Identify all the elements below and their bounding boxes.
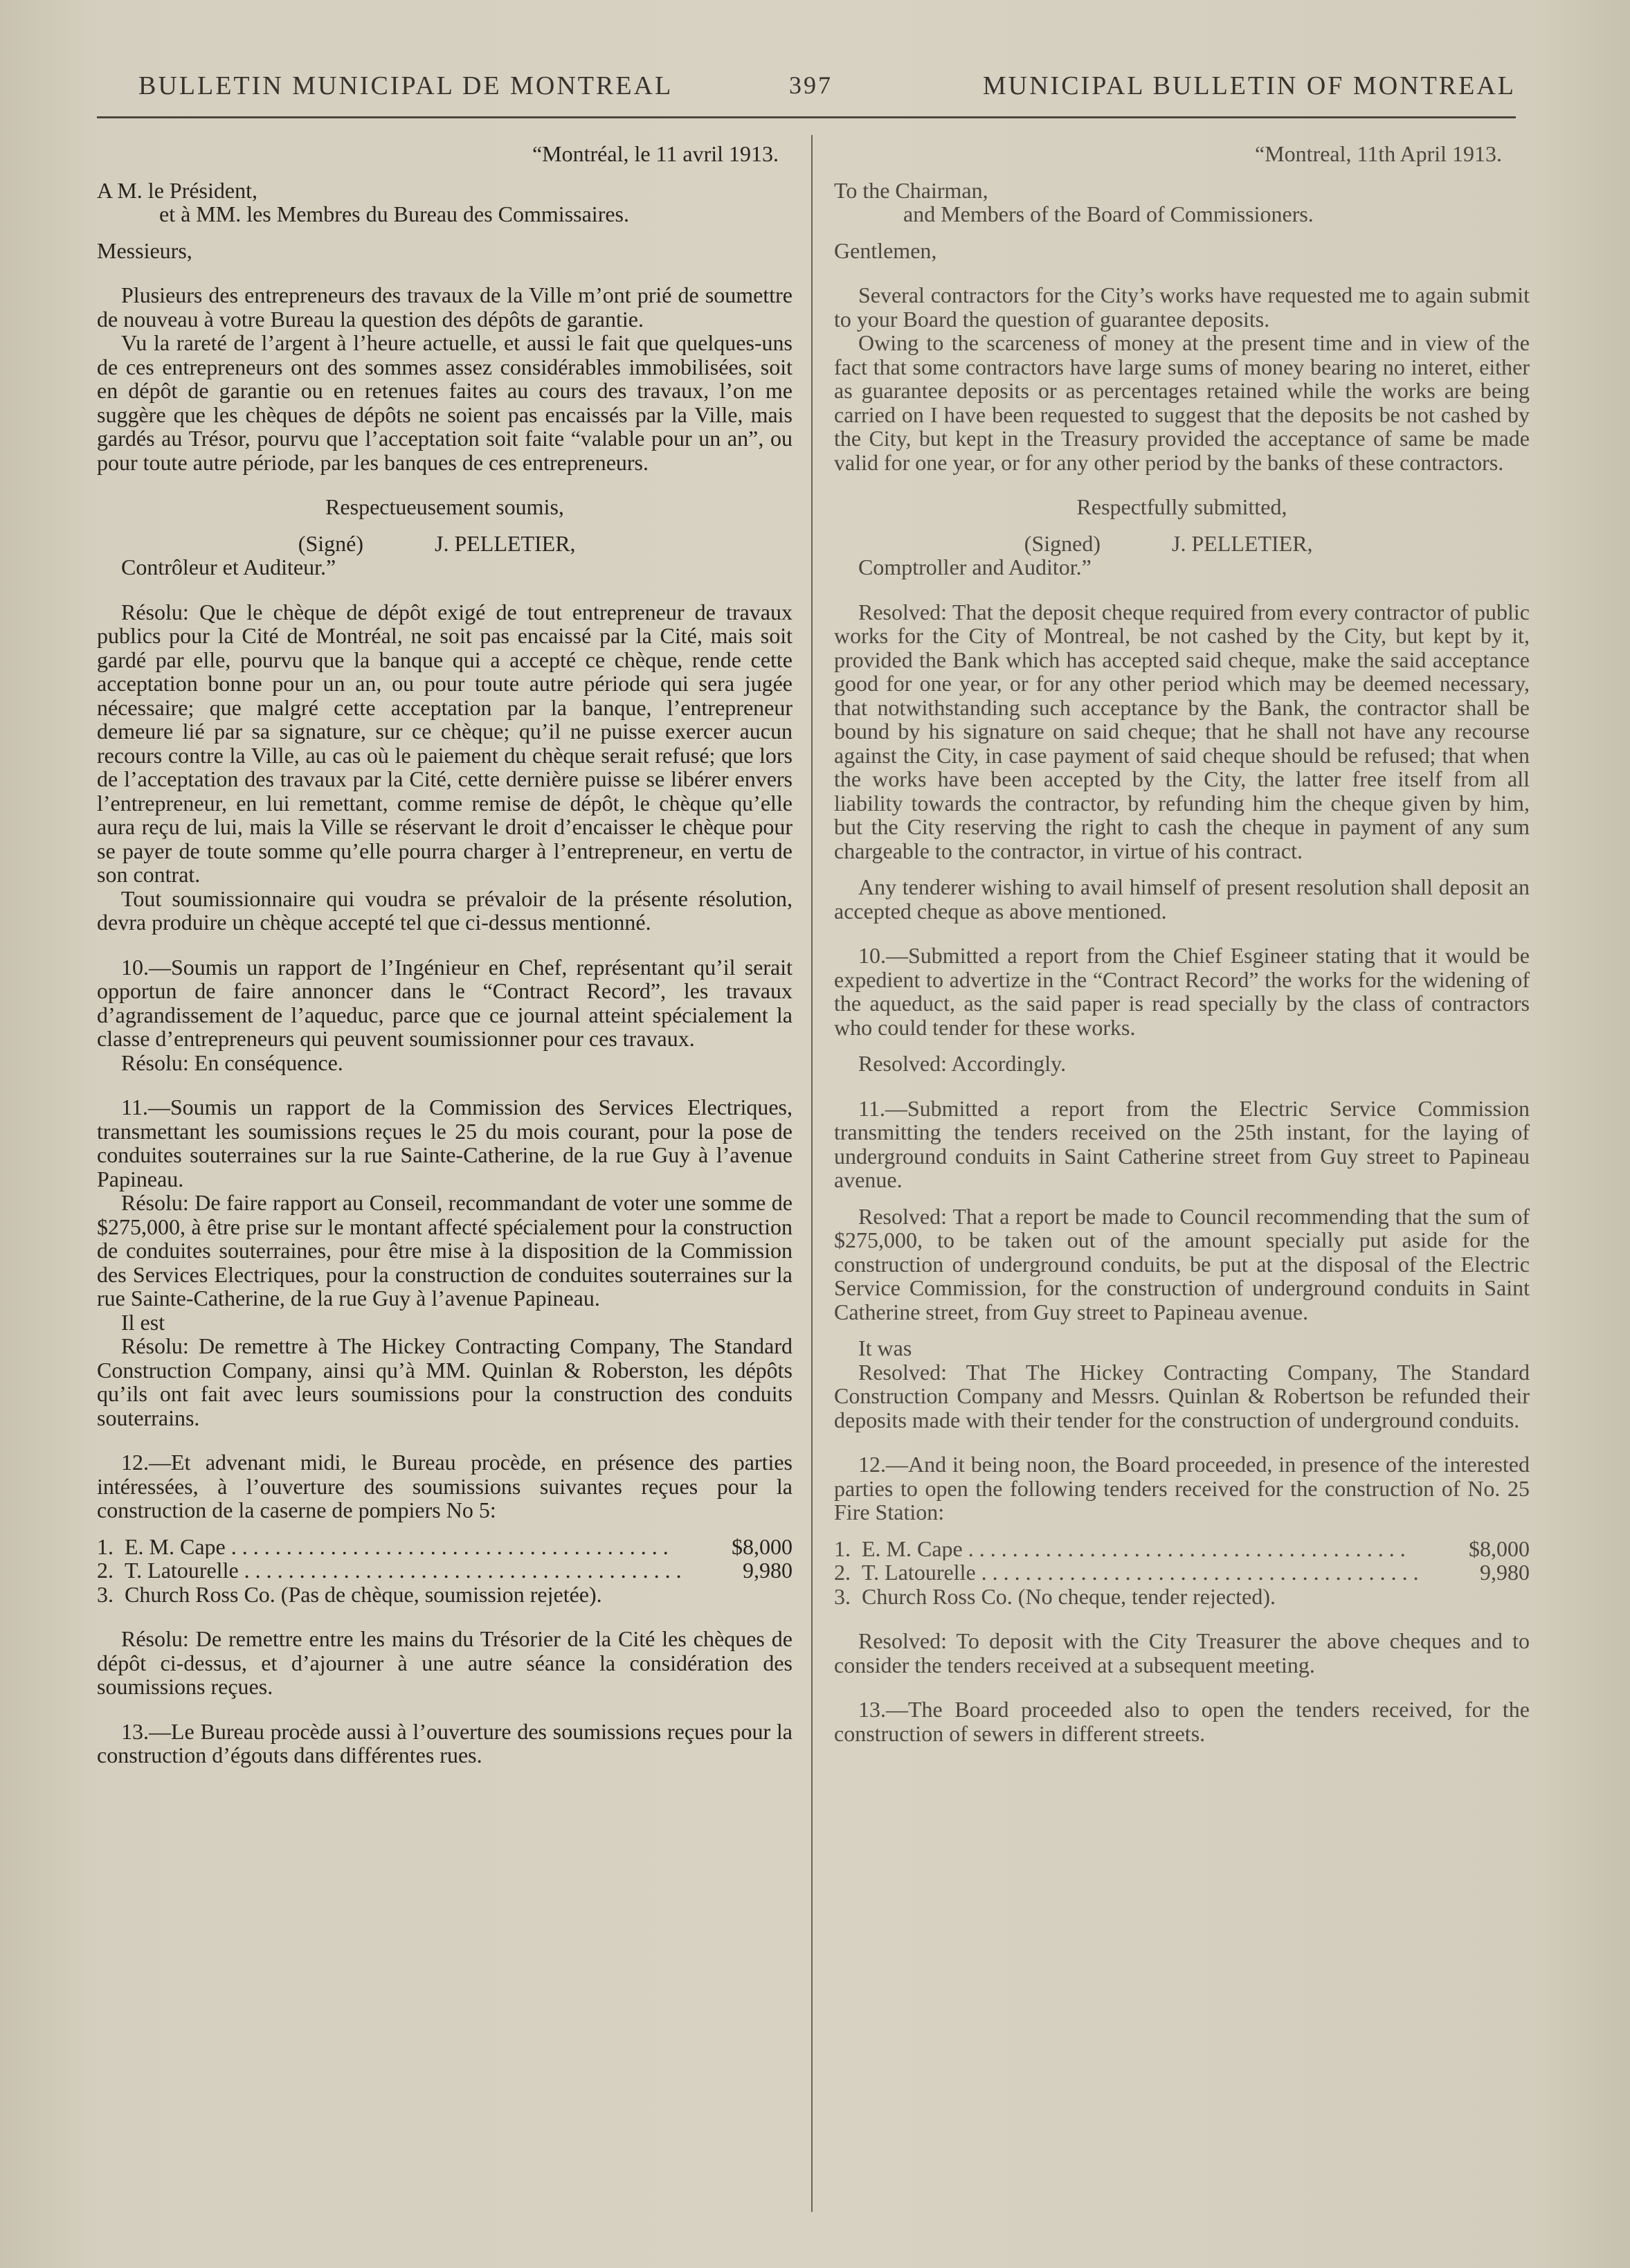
tender-number: 1. [97,1533,114,1559]
tender-name: E. M. Cape . . . [862,1537,1454,1561]
french-column [97,142,793,1767]
tender-number: 1. [834,1536,851,1561]
tender-number: 2. [834,1560,851,1585]
paragraph: Owing to the scarceness of money at the present time and in view of the fact that some contractors have large sums of money bearing no interet, either as guarantee deposits or as percentages retained while the works are being carried on I have been requested to suggest that the deposits be not cashed by the City, but kept in the Treasury provided the acceptance of same be made valid for one year, or for any other period by the banks of these contractors. [834,330,1530,475]
header-title-english: MUNICIPAL BULLETIN OF MONTREAL [982,71,1516,100]
agenda-item-11: 11.—Submitted a report from the Electric Service Commission transmitting the tenders received on the 25th instant, for the laying of underground conduits in Saint Catherine street from Guy street to Papineau avenue. [834,1095,1530,1192]
resolution: Résolu: De faire rapport au Conseil, recommandant de voter une somme de $275,000, à être prise sur le montant affecté spécialement pour la construction de conduites souterraines, pour être mise à la disposition de la Commission des Services Electriques, pour la construction de conduites souterraines sur la rue Sainte-Catherine, de la rue Guy à l’avenue Papineau. [97,1190,793,1311]
resolution: Resolved: That The Hickey Contracting Company, The Standard Construction Company and Messrs. Quinlan & Robertson be refunded their deposits made with their tender for the construction of underground conduits. [834,1359,1530,1432]
signer-name: J. PELLETIER, [1172,530,1313,556]
tender-amount: 9,980 [1480,1560,1530,1585]
tender-name: T. Latourelle . . . [862,1560,1454,1585]
tender-row [97,1535,793,1559]
resolution: Resolved: That a report be made to Council recommending that the sum of $275,000, to be taken out of the amount specially put aside for the construction of underground conduits, be put at the disposal of the Electric Service Commission, for the construction of underground conduits in Saint Catherine street, from Guy street to Papineau avenue. [834,1203,1530,1324]
agenda-item-10: 10.—Submitted a report from the Chief Esgineer stating that it would be expedient to advertize in the “Contract Record” the works for the widening of the aqueduct, as the said paper is read specially by the class of contractors who could tender for these works. [834,943,1530,1040]
resolution: Resolved: Accordingly. [858,1051,1067,1076]
paragraph: It was [858,1335,912,1360]
tender-number: 3. [97,1581,114,1607]
tender-amount: $8,000 [1469,1536,1530,1561]
resolution: Resolved: That the deposit cheque required from every contractor of public works for the City of Montreal, be not cashed by the City, but kept by it, provided the Bank which has accepted said cheque, make the said acceptance good for one year, or for any other period which may be deemed necessary, that notwithstanding such acceptance by the Bank, the contractor shall be bound by his signature on said cheque; that he shall not have any recourse against the City, in case payment of said cheque should be refused; that when the works have been accepted by the City, the latter free itself from all liability towards the contractor, by refunding him the cheque given by him, but the City reserving the right to cash the cheque in payment of any sum chargeable to the contractor, in virtue of his contract. [834,599,1530,863]
resolution: Résolu: De remettre à The Hickey Contracting Company, The Standard Construction Company, ainsi qu’à MM. Quinlan & Roberston, les dépôts qu’ils ont fait avec leurs soumissions pour la construction des conduits souterrains. [97,1333,793,1430]
salutation: A M. le Président, [97,177,257,203]
resolution: Resolved: To deposit with the City Treasurer the above cheques and to consider the tenders received at a subsequent meeting. [834,1628,1530,1677]
tender-amount: 9,980 [743,1558,793,1583]
tender-name: T. Latourelle . . . [125,1558,716,1583]
paragraph: Several contractors for the City’s works have requested me to again submit to your Board the question of guarantee deposits. [834,282,1530,332]
paragraph: Il est [121,1309,165,1335]
page-header [97,64,1523,112]
resolution: Résolu: En conséquence. [121,1050,343,1075]
signer-name: J. PELLETIER, [435,530,576,556]
paragraph: Any tenderer wishing to avail himself of present resolution shall deposit an accepted cheque as above mentioned. [834,874,1530,924]
tender-number: 3. [834,1583,851,1609]
tender-number: 2. [97,1558,114,1583]
greeting: Gentlemen, [834,237,937,263]
dateline: “Montréal, le 11 avril 1913. [532,141,779,166]
agenda-item-11: 11.—Soumis un rapport de la Commission des Services Electriques, transmettant les soumissions reçues le 25 du mois courant, pour la pose de conduites souterraines sur la rue Sainte-Catherine, de la rue Guy à l’avenue Papineau. [97,1095,793,1191]
header-title-french: BULLETIN MUNICIPAL DE MONTREAL [138,71,673,100]
tender-amount: $8,000 [732,1533,793,1559]
tender-row [834,1537,1530,1561]
resolution: Résolu: Que le chèque de dépôt exigé de tout entrepreneur de travaux publics pour la Cité de Montréal, ne soit pas encaissé par la Cité, mais soit gardé par elle, pourvu que la banque qui a accepté ce chèque, rende cette acceptation bonne pour un an, ou pour toute autre période qui sera jugée nécessaire; que malgré cette acceptation par la banque, l’entrepreneur demeure lié par sa signature, sur ce chèque; qu’il ne puisse exercer aucun recours contre la Ville, au cas où le paiement du chèque serait refusé; que lors de l’acceptation des travaux par la Cité, cette dernière puisse se libérer envers l’entrepreneur, en lui remettant, comme remise de dépôt, le chèque qu’elle aura reçu de lui, mais la Ville se réservant le droit d’encaisser le chèque pour se payer de toute somme qu’elle pourra charger à l’entrepreneur, en vertu de son contrat. [97,599,793,887]
agenda-item-13: 13.—The Board proceeded also to open the tenders received, for the construction of sewers in different streets. [834,1697,1530,1746]
closing: Respectueusement soumis, [325,494,564,519]
greeting: Messieurs, [97,237,192,263]
tender-row [834,1560,1530,1585]
signature-line [97,532,793,556]
agenda-item-12: 12.—And it being noon, the Board proceeded, in presence of the interested parties to open the following tenders received for the construction of No. 25 Fire Station: [834,1452,1530,1524]
signed-label: (Signé) [298,530,363,556]
closing: Respectfully submitted, [1076,494,1287,519]
tender-row [834,1585,1530,1609]
tender-name: Church Ross Co. (No cheque, tender rejected). [862,1584,1276,1608]
tender-name: Church Ross Co. (Pas de chèque, soumission rejetée). [125,1582,602,1606]
agenda-item-12: 12.—Et advenant midi, le Bureau procède, en présence des parties intéressées, à l’ouverture des soumissions suivantes reçues pour la construction de la caserne de pompiers No 5: [97,1450,793,1522]
salutation: To the Chairman, [834,177,988,203]
column-divider [811,135,813,2212]
header-rule [97,116,1516,118]
page-number: 397 [789,71,833,99]
agenda-item-10: 10.—Soumis un rapport de l’Ingénieur en Chef, représentant qu’il serait opportun de faire annoncer dans le “Contract Record”, les travaux d’agrandissement de l’aqueduc, parce que ce journal atteint spécialement la classe d’entrepreneurs qui peuvent soumissionner pour ces travaux. [97,954,793,1051]
salutation-continued: et à MM. les Membres du Bureau des Commissaires. [159,201,629,226]
english-column [834,142,1530,1745]
dateline: “Montreal, 11th April 1913. [1255,141,1502,166]
signer-title: Comptroller and Auditor.” [858,555,1092,579]
salutation-continued: and Members of the Board of Commissioners. [903,201,1314,226]
paragraph: Tout soumissionnaire qui voudra se prévaloir de la présente résolution, devra produire un chèque accepté tel que ci-dessus mentionné. [97,885,793,935]
signer-title: Contrôleur et Auditeur.” [121,555,336,579]
paragraph: Vu la rareté de l’argent à l’heure actuelle, et aussi le fait que quelques-uns de ces entrepreneurs ont des sommes assez considérables immobilisées, soit en dépôt de garantie ou en retenues faites au cours des travaux, l’on me suggère que les chèques de dépôts ne soient pas encaissés par la Ville, mais gardés au Trésor, pourvu que l’acceptation soit faite “valable pour un an”, ou pour toute autre période, par les banques de ces entrepreneurs. [97,330,793,475]
resolution: Résolu: De remettre entre les mains du Trésorier de la Cité les chèques de dépôt ci-dessus, et d’ajourner à une autre séance la considération des soumissions reçues. [97,1626,793,1699]
tender-name: E. M. Cape . . . [125,1535,716,1559]
signature-line [834,532,1530,556]
paragraph: Plusieurs des entrepreneurs des travaux de la Ville m’ont prié de soumettre de nouveau à votre Bureau la question des dépôts de garantie. [97,282,793,332]
tender-row [97,1583,793,1607]
agenda-item-13: 13.—Le Bureau procède aussi à l’ouverture des soumissions reçues pour la construction d’égouts dans différentes rues. [97,1718,793,1767]
tender-row [97,1558,793,1583]
signed-label: (Signed) [1024,530,1101,556]
